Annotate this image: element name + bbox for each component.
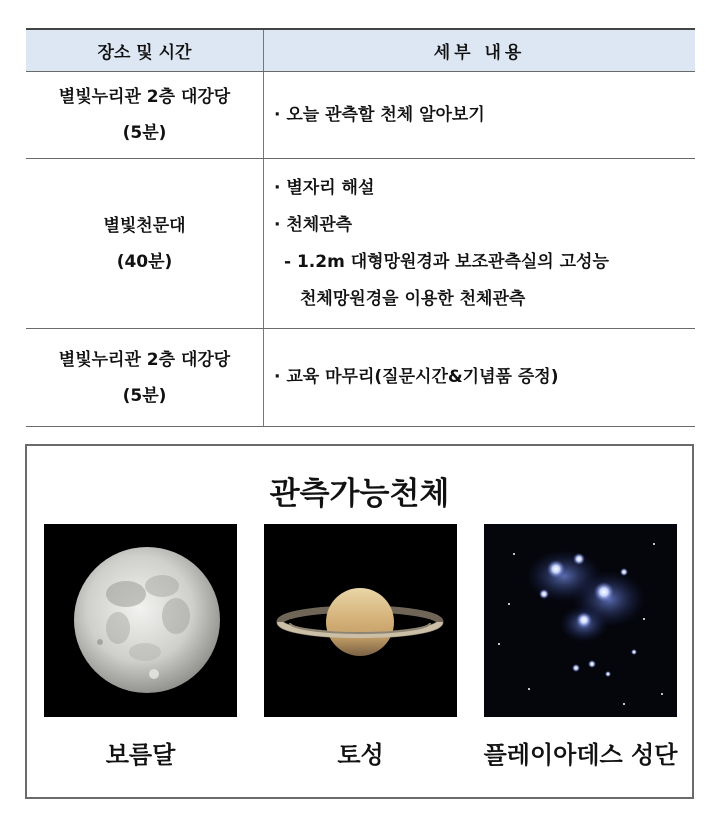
place-name: 별빛누리관 2층 대강당 xyxy=(58,349,231,370)
table-header-row xyxy=(26,29,695,72)
header-details: 세부 내용 xyxy=(264,29,696,72)
place-name: 별빛천문대 xyxy=(103,215,186,236)
object-card-pleiades xyxy=(483,524,678,769)
object-name: 보름달 xyxy=(105,741,176,769)
table-row xyxy=(26,159,695,329)
object-name: 토성 xyxy=(337,741,384,769)
saturn-photo xyxy=(264,524,457,717)
header-place-time: 장소 및 시간 xyxy=(26,29,264,72)
duration: (40분) xyxy=(116,251,173,272)
detail-item: · 교육 마무리(질문시간&기념품 증정) xyxy=(274,367,559,387)
observable-objects-panel xyxy=(25,444,694,799)
panel-title: 관측가능천체 xyxy=(269,476,450,512)
duration: (5분) xyxy=(122,385,167,406)
detail-item: · 천체관측 xyxy=(274,214,353,235)
full-moon-photo xyxy=(44,524,237,717)
table-row xyxy=(26,72,695,159)
detail-sub-item: 천체망원경을 이용한 천체관측 xyxy=(300,288,526,309)
table-row xyxy=(26,329,695,427)
detail-cell xyxy=(264,329,696,427)
place-cell xyxy=(26,329,264,427)
object-card-moon xyxy=(44,524,237,769)
detail-cell xyxy=(264,72,696,159)
detail-item: · 오늘 관측할 천체 알아보기 xyxy=(274,104,485,125)
pleiades-cluster-photo xyxy=(484,524,677,717)
detail-item: · 별자리 해설 xyxy=(274,177,375,198)
place-name: 별빛누리관 2층 대강당 xyxy=(58,87,231,107)
detail-cell xyxy=(264,159,696,329)
object-card-saturn xyxy=(264,524,457,769)
place-cell xyxy=(26,72,264,159)
place-cell xyxy=(26,159,264,329)
object-name: 플레이아데스 성단 xyxy=(483,741,678,769)
detail-sub-item: - 1.2m 대형망원경과 보조관측실의 고성능 xyxy=(284,251,609,272)
schedule-table xyxy=(26,28,695,427)
duration: (5분) xyxy=(122,123,167,143)
